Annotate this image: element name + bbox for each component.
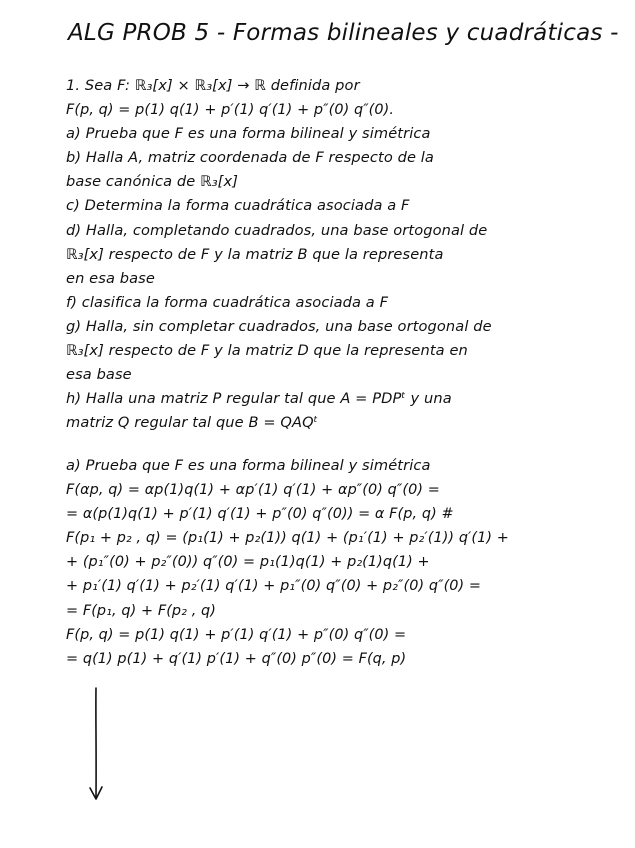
problem-line: en esa base [66,269,155,287]
problem-line: b) Halla A, matriz coordenada de F respecto de la [66,149,434,167]
solution-line: + (p₁″(0) + p₂″(0)) q″(0) = p₁(1)q(1) + p₂(1)q(1) + [66,554,430,571]
problem-line: c) Determina la forma cuadrática asociada a F [66,197,410,215]
problem-line: d) Halla, completando cuadrados, una base ortogonal de [66,221,488,239]
problem-line: base canónica de ℝ₃[x] [66,173,238,191]
problem-line: a) Prueba que F es una forma bilineal y simétrica [66,125,431,143]
solution-section [66,454,628,671]
problem-line: ℝ₃[x] respecto de F y la matriz D que la representa en [66,342,468,360]
solution-line: F(αp, q) = αp(1)q(1) + αp′(1) q′(1) + αp″(0) q″(0) = [66,482,440,499]
problem-line: g) Halla, sin completar cuadrados, una base ortogonal de [66,317,492,335]
problem-line: esa base [66,366,132,384]
solution-line: = F(p₁, q) + F(p₂ , q) [66,602,216,619]
problem-line: matriz Q regular tal que B = QAQᵗ [66,414,319,432]
solution-line: = q(1) p(1) + q′(1) p′(1) + q″(0) p″(0) = F(q, p) [66,650,407,667]
problem-line: F(p, q) = p(1) q(1) + p′(1) q′(1) + p″(0) q″(0). [66,102,395,119]
solution-line: = α(p(1)q(1) + p′(1) q′(1) + p″(0) q″(0)) = α F(p, q) # [66,506,454,523]
problem-statement [66,74,628,435]
solution-line: F(p, q) = p(1) q(1) + p′(1) q′(1) + p″(0) q″(0) = [66,626,407,643]
problem-line: h) Halla una matriz P regular tal que A = PDPᵗ y una [66,390,452,408]
problem-line: f) clasifica la forma cuadrática asociada a F [66,293,389,311]
solution-line: F(p₁ + p₂ , q) = (p₁(1) + p₂(1)) q(1) + (p₁′(1) + p₂′(1)) q′(1) + [66,530,509,547]
problem-line: 1. Sea F: ℝ₃[x] × ℝ₃[x] → ℝ definida por [66,77,360,94]
solution-line: + p₁′(1) q′(1) + p₂′(1) q′(1) + p₁″(0) q″(0) + p₂″(0) q″(0) = [66,578,482,595]
down-arrow-icon [84,686,108,804]
problem-line: ℝ₃[x] respecto de F y la matriz B que la representa [66,245,444,263]
solution-heading: a) Prueba que F es una forma bilineal y simétrica [66,457,431,474]
page-title: ALG PROB 5 - Formas bilineales y cuadráticas - [68,20,619,46]
